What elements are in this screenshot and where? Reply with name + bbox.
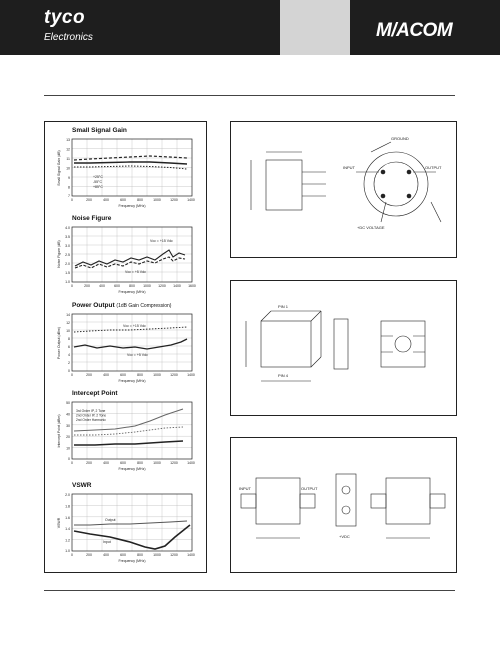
chart-intercept-point [55, 399, 205, 475]
chart-title-noise-figure: Noise Figure [72, 215, 112, 222]
ytick: 1.0 [65, 280, 70, 284]
y-axis-label: Power Output (dBm) [57, 327, 61, 359]
to8-label-output: OUTPUT [425, 165, 442, 170]
xtick: 1000 [153, 461, 161, 465]
ytick: 2.5 [65, 253, 70, 257]
ytick: 40 [66, 412, 70, 417]
smt-body-side [334, 319, 348, 369]
ytick: 12 [66, 321, 70, 325]
x-axis-label: Frequency (MHz) [118, 290, 146, 294]
xtick: 400 [103, 553, 109, 557]
series-nf-15v [75, 250, 185, 266]
xtick: 1400 [173, 284, 181, 288]
xtick: 200 [86, 373, 92, 377]
to8-label-input: INPUT [343, 165, 355, 170]
nf-label-5v: Vcc = +5 Vdc [125, 270, 146, 274]
ytick: 10 [66, 446, 70, 451]
smt-label-pin1: PIN 1 [278, 304, 289, 309]
chart-title-vswr: VSWR [72, 482, 92, 489]
xtick: 400 [103, 198, 109, 202]
vswr-label-output: Output [105, 518, 116, 522]
y-axis-label: Noise Figure (dB) [57, 240, 61, 268]
xtick: 800 [137, 461, 143, 465]
ytick: 2 [68, 361, 70, 365]
ytick: 14 [66, 313, 70, 317]
macom-logo: M/ACOM [376, 20, 453, 41]
legend-ip-2: 2nd Order IP, 2 Tone [76, 413, 107, 418]
to8-label-dc: +DC VOLTAGE [357, 225, 385, 230]
chart-title-power-output [72, 302, 171, 309]
xtick: 200 [86, 461, 92, 465]
pout-label-15v: Vcc = +15 Vdc [123, 324, 146, 328]
ytick: 8 [68, 337, 70, 341]
xtick: 600 [120, 461, 126, 465]
smt-label-pin4: PIN 4 [278, 373, 289, 378]
xtick: 800 [129, 284, 135, 288]
ytick: 0 [68, 457, 70, 461]
chart-noise-figure [55, 224, 205, 298]
conn-label-output: OUTPUT [301, 486, 318, 491]
tyco-logo-subtitle: Electronics [44, 32, 93, 43]
ytick: 1.6 [65, 515, 70, 520]
header-tyco-band [0, 0, 280, 55]
x-axis-label: Frequency (MHz) [118, 204, 146, 208]
ytick: 7 [68, 194, 70, 198]
series-pout-5v [74, 339, 187, 349]
chart-small-signal-gain [55, 136, 205, 212]
conn-label-vdc: +VDC [339, 534, 350, 539]
to8-outline-drawing [231, 122, 458, 259]
legend-ip-1: 3rd Order IP, 2 Tone [76, 409, 106, 413]
xtick: 1000 [153, 373, 161, 377]
ytick: 8 [68, 185, 70, 190]
ytick: 30 [66, 423, 70, 428]
ytick: 3.5 [65, 235, 70, 239]
ytick: 1.8 [65, 504, 70, 509]
xtick: 1200 [170, 198, 178, 202]
ytick: 20 [66, 435, 70, 440]
xtick: 1600 [188, 284, 196, 288]
xtick: 1400 [187, 553, 195, 557]
xtick: 200 [86, 198, 92, 202]
tyco-logo: tyco [44, 7, 86, 28]
header-rule [44, 95, 455, 96]
xtick: 1200 [170, 553, 178, 557]
xtick: 0 [71, 373, 73, 377]
xtick: 1400 [187, 373, 195, 377]
ytick: 9 [68, 176, 70, 180]
ytick: 50 [66, 401, 70, 405]
ytick: 10 [66, 166, 70, 171]
ytick: 1.5 [65, 271, 70, 275]
y-axis-label: Intercept Point (dBm) [57, 414, 61, 448]
chart-power-output [55, 311, 205, 387]
outline-panel-connectorized [230, 437, 457, 573]
conn-body-end [386, 478, 430, 524]
xtick: 1200 [170, 373, 178, 377]
xtick: 600 [120, 373, 126, 377]
nf-label-15v: Vcc = +15 Vdc [150, 239, 173, 243]
series-vswr-output [74, 521, 187, 525]
ytick: 6 [68, 345, 70, 349]
power-output-subtitle: (1dB Gain Compression) [116, 303, 172, 309]
smt-body-top [261, 321, 311, 367]
ytick: 3.0 [65, 244, 70, 248]
x-axis-label: Frequency (MHz) [118, 467, 146, 471]
legend-gain-2: -55°C [93, 180, 102, 184]
power-output-title: Power Output [72, 302, 115, 309]
xtick: 1000 [153, 198, 161, 202]
series-h2 [74, 441, 183, 445]
xtick: 800 [137, 373, 143, 377]
surface-mount-outline-drawing [231, 281, 458, 417]
y-axis-label: VSWR [57, 517, 61, 529]
xtick: 600 [120, 198, 126, 202]
xtick: 0 [71, 553, 73, 557]
x-axis-label: Frequency (MHz) [118, 559, 146, 563]
conn-body-side [336, 474, 356, 526]
ytick: 11 [66, 157, 70, 161]
xtick: 600 [120, 553, 126, 557]
ytick: 13 [66, 138, 70, 142]
xtick: 1200 [158, 284, 166, 288]
ytick: 0 [68, 369, 70, 373]
ytick: 1.2 [65, 538, 70, 543]
series-ip2 [74, 427, 183, 435]
legend-ip-3: 2nd Order Harmonic [76, 418, 106, 422]
ytick: 2.0 [65, 262, 70, 266]
chart-title-small-signal-gain: Small Signal Gain [72, 127, 127, 134]
chart-vswr [55, 491, 205, 569]
charts-panel [44, 121, 207, 573]
xtick: 1400 [187, 198, 195, 202]
outline-panel-surface-mount [230, 280, 457, 416]
chart-title-intercept-point: Intercept Point [72, 390, 118, 397]
to8-label-ground: GROUND [391, 136, 409, 141]
to8-side-body [266, 160, 302, 210]
ytick: 10 [66, 329, 70, 333]
legend-gain-3: +85°C [93, 185, 103, 189]
xtick: 0 [71, 284, 73, 288]
xtick: 1400 [187, 461, 195, 465]
series-gain-25 [74, 162, 187, 164]
conn-body-top [256, 478, 300, 524]
xtick: 400 [103, 373, 109, 377]
pout-label-5v: Vcc = +5 Vdc [127, 353, 148, 357]
legend-gain-1: +25°C [93, 175, 103, 179]
footer-rule [44, 590, 455, 591]
xtick: 1000 [143, 284, 151, 288]
xtick: 1200 [170, 461, 178, 465]
xtick: 0 [71, 461, 73, 465]
ytick: 4.0 [65, 226, 70, 230]
conn-label-input: INPUT [239, 486, 251, 491]
to8-top-view [364, 152, 428, 216]
y-axis-label: Small Signal Gain (dB) [57, 150, 61, 186]
xtick: 600 [114, 284, 120, 288]
x-axis-label: Frequency (MHz) [118, 379, 146, 383]
xtick: 400 [103, 461, 109, 465]
xtick: 200 [84, 284, 90, 288]
ytick: 12 [66, 147, 70, 152]
xtick: 0 [71, 198, 73, 202]
xtick: 400 [99, 284, 105, 288]
ytick: 1.4 [65, 527, 70, 532]
vswr-label-input: Input [103, 540, 111, 544]
connectorized-outline-drawing [231, 438, 458, 574]
ytick: 4 [68, 353, 70, 357]
xtick: 1000 [153, 553, 161, 557]
header-grey-band [280, 0, 350, 55]
xtick: 200 [86, 553, 92, 557]
xtick: 800 [137, 198, 143, 202]
xtick: 800 [137, 553, 143, 557]
ytick: 1.0 [65, 549, 70, 553]
smt-footprint [381, 321, 425, 367]
ytick: 2.0 [65, 493, 70, 497]
outline-panel-to8 [230, 121, 457, 258]
